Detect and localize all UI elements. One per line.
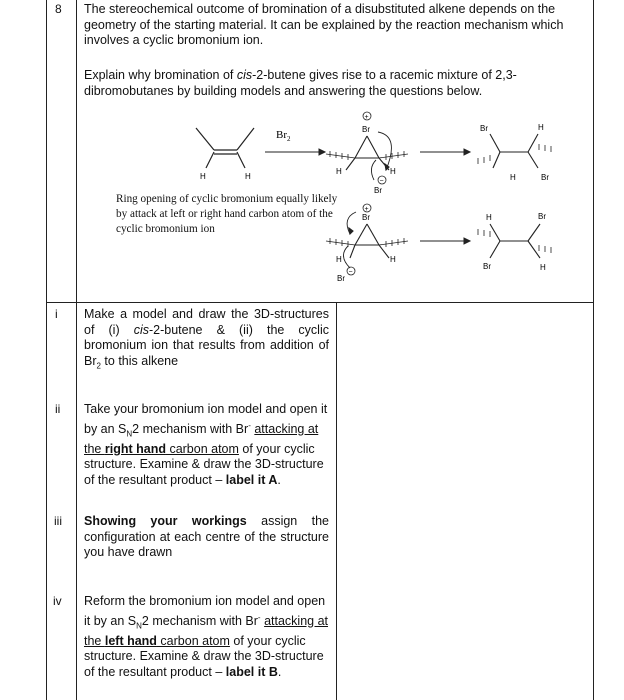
product-top-h-lower: H [510, 173, 516, 182]
plus-sign-bottom: + [364, 206, 369, 213]
q-ii-label: label it A [225, 473, 278, 488]
product-bottom-h-lower: H [540, 263, 546, 272]
q-ii-t1: Take your bromonium ion model and open it by an S [84, 402, 328, 436]
br-bromonium-bottom: Br [362, 213, 370, 222]
br-bromonium-top: Br [362, 125, 370, 134]
q-iv-end: . [277, 665, 282, 680]
q-iv-label: label it B [225, 665, 278, 680]
minus-sign-top: − [379, 178, 384, 185]
q-i-text-c: to this alkene [100, 353, 179, 368]
alkene-h-right: H [245, 172, 251, 181]
br-anion-top: Br [374, 186, 382, 195]
q-ii-sub: N [126, 429, 133, 439]
q-iv-u1: attacking at the [84, 613, 329, 648]
explain-pre: Explain why bromination of [84, 68, 237, 82]
row-number-8: 8 [55, 2, 62, 16]
q-ii-u1: attacking at the [84, 421, 319, 456]
q-ii-u2: carbon atom [165, 441, 239, 456]
intro-paragraph: The stereochemical outcome of bromination of a disubstituted alkene depends on the geometry of the starting material. It can be explained by the reaction mechanism which involves a cyclic bromonium ion. [84, 2, 564, 48]
h-bromonium-bottom-right: H [390, 255, 396, 264]
plus-sign-top: + [364, 114, 369, 121]
reaction-scheme [0, 0, 624, 300]
q-iv-t3: of your cyclic structure. Examine & draw the 3D-structure of the resultant product – [84, 633, 324, 680]
product-top-h-upper: H [538, 123, 544, 132]
h-bromonium-bottom-left: H [336, 255, 342, 264]
table-rule-row8 [46, 302, 594, 303]
product-top-structure [490, 134, 538, 168]
question-iii-text [84, 514, 329, 561]
reagent-br2 [276, 129, 291, 143]
q-i-text-a: Make a model and draw the 3D-structures of (i) [84, 307, 329, 337]
q-iv-u2: carbon atom [156, 633, 230, 648]
explain-cis: cis [236, 68, 253, 82]
reaction-arrow-1 [265, 149, 325, 155]
h-bromonium-top-right: H [390, 167, 396, 176]
q-ii-u-bold: right hand [104, 441, 166, 456]
explain-post: -2-butene gives rise to a racemic mixture of 2,3-dibromobutanes by building models and answering the questions below. [84, 68, 517, 98]
product-top-br-lower: Br [541, 173, 549, 182]
br-anion-bottom: Br [337, 274, 345, 283]
product-bottom-structure [490, 224, 540, 258]
product-bottom-h-upper: H [486, 213, 492, 222]
row-number-ii: ii [55, 402, 61, 416]
q-ii-sup: - [248, 420, 251, 430]
q-ii-end: . [277, 473, 281, 488]
product-bottom-br-lower: Br [483, 262, 491, 271]
row-number-iii: iii [54, 514, 62, 528]
q-i-cis: cis [133, 322, 149, 337]
reaction-arrow-3 [420, 238, 470, 244]
reaction-arrow-2 [420, 149, 470, 155]
q-iv-u-bold: left hand [104, 633, 157, 648]
q-iii-bold: Showing your workings [84, 514, 247, 528]
q-iv-sub: N [136, 621, 142, 631]
reagent-sub: 2 [287, 135, 291, 143]
row-number-i: i [55, 307, 58, 321]
q-i-sub: 2 [96, 361, 101, 371]
reagent-br: Br [276, 129, 287, 141]
bromonium-ion-top [346, 132, 391, 180]
q-iv-t2: 2 mechanism with Br [141, 613, 258, 628]
product-top-br-upper: Br [480, 124, 488, 133]
q-i-text-b: -2-butene & (ii) the cyclic bromonium ion that results from addition of Br [84, 322, 329, 368]
q-ii-t3: of your cyclic structure. Examine & draw the 3D-structure of the resultant product – [84, 441, 324, 488]
row-number-iv: iv [53, 594, 62, 608]
q-iv-sup: - [257, 612, 261, 622]
alkene-h-left: H [200, 172, 206, 181]
q-iii-text: assign the configuration at each centre of the structure you have drawn [84, 514, 329, 560]
table-divider-answer [336, 302, 337, 700]
ring-opening-note: Ring opening of cyclic bromonium equally likely by attack at left or right hand carbon atom of the cyclic bromonium ion [116, 193, 338, 235]
product-bottom-br-upper: Br [538, 212, 546, 221]
hash-bonds-top [326, 151, 408, 160]
hash-bonds-bottom [326, 238, 408, 247]
question-iv-text [84, 594, 331, 681]
question-i-text [84, 307, 329, 374]
q-ii-t2: 2 mechanism with Br [132, 421, 249, 436]
question-ii-text [84, 402, 331, 489]
h-bromonium-top-left: H [336, 167, 342, 176]
hash-bonds-product-top [478, 144, 551, 164]
minus-sign-bottom: − [348, 269, 353, 276]
cis-2-butene-structure [196, 128, 254, 168]
q-iv-t1: Reform the bromonium ion model and open it by an S [84, 594, 326, 628]
